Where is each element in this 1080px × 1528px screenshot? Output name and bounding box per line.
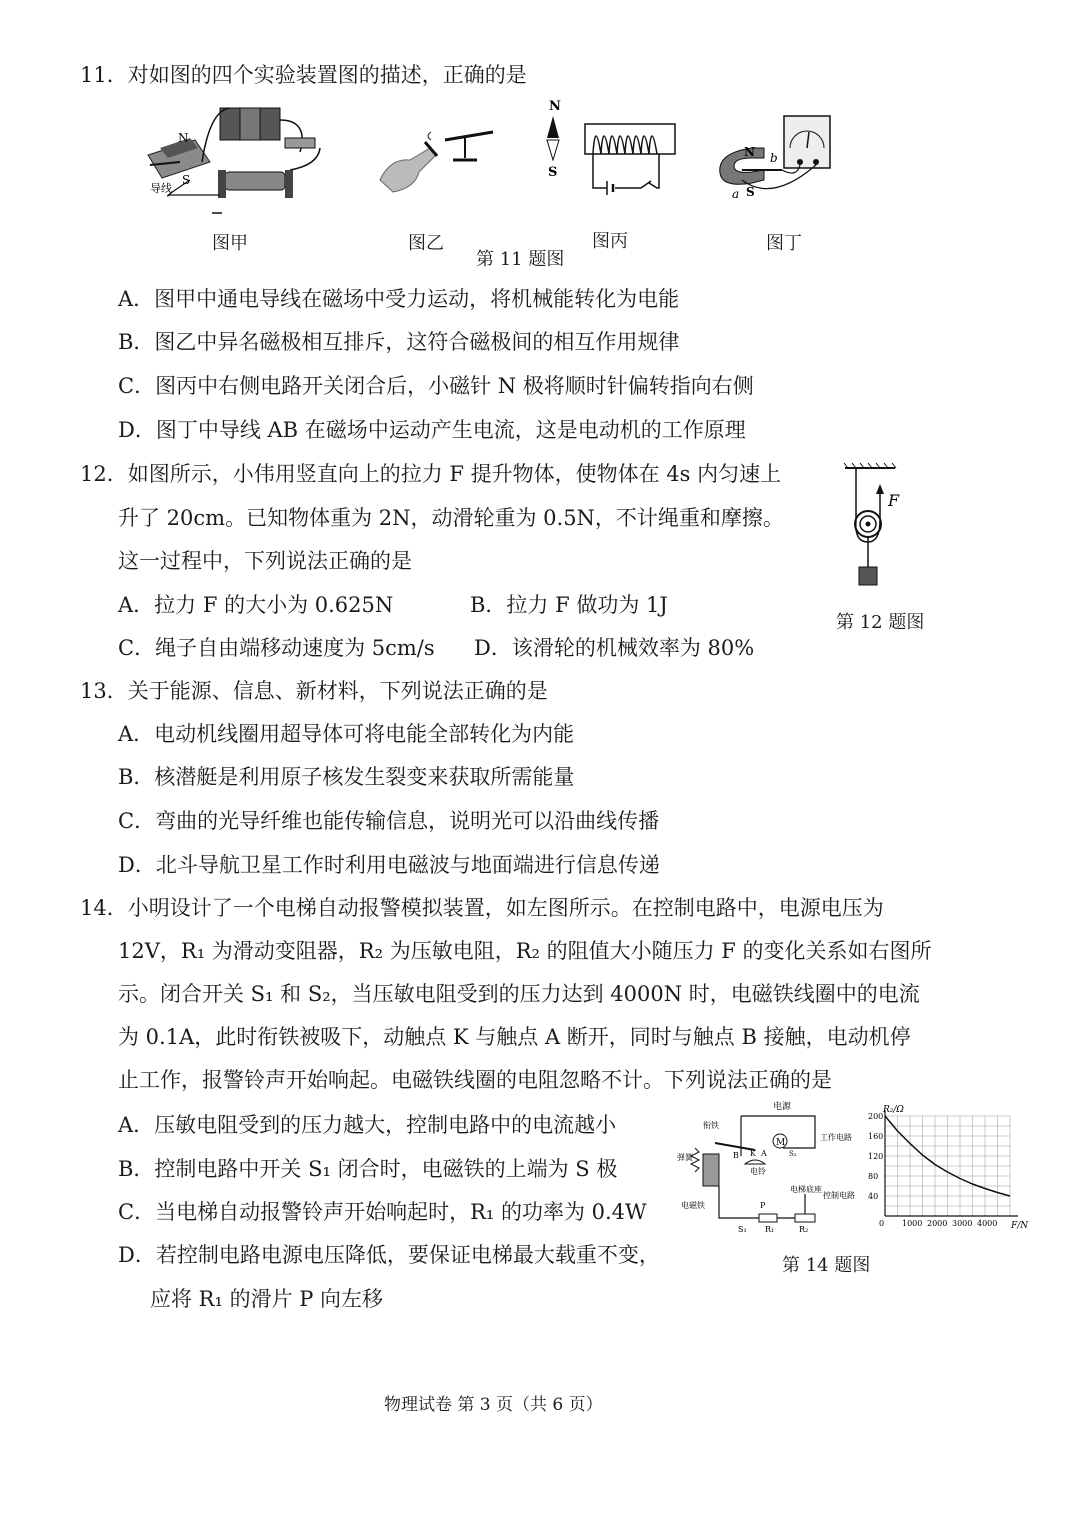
q11-fig-ding — [712, 108, 842, 208]
q11-option-a: A．图甲中通电导线在磁场中受力运动，将机械能转化为电能 — [118, 287, 680, 311]
q11-subcaption-bing: 图丙 — [592, 231, 628, 252]
q14-r2-force-chart — [855, 1104, 1045, 1234]
q11-subcaption-jia: 图甲 — [212, 233, 248, 254]
circuit-power-label: 电源 — [773, 1102, 792, 1112]
q11-subcaption-yi: 图乙 — [408, 233, 444, 254]
q12-option-b: B．拉力 F 做功为 1J — [470, 593, 668, 617]
q14-stem-line1: 14．小明设计了一个电梯自动报警模拟装置，如左图所示。在控制电路中，电源电压为 — [80, 896, 884, 920]
chart-y-tick-label: 200 — [868, 1112, 884, 1121]
q12-option-c: C．绳子自由端移动速度为 5cm/s — [118, 636, 435, 660]
q13-option-b: B．核潜艇是利用原子核发生裂变来获取所需能量 — [118, 765, 575, 789]
q12-option-d: D．该滑轮的机械效率为 80% — [474, 636, 755, 660]
q11-figure-caption: 第 11 题图 — [476, 249, 565, 270]
q12-pulley-figure — [840, 462, 920, 602]
chart-x-axis-label: F/N — [1011, 1221, 1029, 1231]
q14-circuit-diagram — [675, 1098, 855, 1236]
circuit-S2-label: S₂ — [789, 1150, 797, 1158]
circuit-spring-label: 弹簧 — [677, 1153, 693, 1162]
ding-N-label: N — [744, 145, 755, 159]
q14-stem-line5: 止工作，报警铃声开始响起。电磁铁线圈的电阻忽略不计。下列说法正确的是 — [118, 1068, 832, 1092]
circuit-R2-label: R₂ — [799, 1225, 809, 1234]
chart-y-tick-label: 80 — [868, 1172, 879, 1181]
chart-x-tick-label: 4000 — [977, 1219, 998, 1228]
q14-stem-line3: 示。闭合开关 S₁ 和 S₂，当压敏电阻受到的压力达到 4000N 时，电磁铁线圈中的电流 — [118, 982, 920, 1006]
circuit-electromagnet-label: 电磁铁 — [681, 1201, 705, 1210]
ding-b-label: b — [770, 151, 778, 165]
circuit-seat-label: 电梯底座 — [790, 1185, 822, 1194]
chart-x-tick-label: 1000 — [902, 1219, 923, 1228]
q12-stem-line1: 12．如图所示，小伟用竖直向上的拉力 F 提升物体，使物体在 4s 内匀速上 — [80, 462, 782, 486]
q11-fig-jia — [140, 100, 330, 225]
q13-option-d: D．北斗导航卫星工作时利用电磁波与地面端进行信息传递 — [118, 853, 660, 877]
q11-option-b: B．图乙中异名磁极相互排斥，这符合磁极间的相互作用规律 — [118, 330, 680, 354]
q12-figure-caption: 第 12 题图 — [836, 612, 925, 633]
q11-subcaption-ding: 图丁 — [766, 233, 802, 254]
circuit-control-label: 控制电路 — [823, 1191, 855, 1200]
circuit-S1-label: S₁ — [738, 1225, 747, 1234]
q12-stem-line2: 升了 20cm。已知物体重为 2N，动滑轮重为 0.5N，不计绳重和摩擦。 — [118, 506, 784, 530]
q14-stem-line2: 12V，R₁ 为滑动变阻器，R₂ 为压敏电阻，R₂ 的阻值大小随压力 F 的变化关系如右图所 — [118, 939, 932, 963]
q11-fig-yi — [375, 120, 495, 200]
circuit-P-label: P — [760, 1201, 766, 1210]
q14-option-d-line2: 应将 R₁ 的滑片 P 向左移 — [150, 1287, 384, 1311]
q12-stem-line3: 这一过程中，下列说法正确的是 — [118, 549, 412, 573]
q14-option-c: C．当电梯自动报警铃声开始响起时，R₁ 的功率为 0.4W — [118, 1200, 647, 1224]
page-footer: 物理试卷 第 3 页（共 6 页） — [384, 1395, 603, 1415]
q11-option-c: C．图丙中右侧电路开关闭合后，小磁针 N 极将顺时针偏转指向右侧 — [118, 374, 754, 398]
chart-y-tick-label: 120 — [868, 1152, 884, 1161]
circuit-bell-label: 电铃 — [750, 1167, 766, 1176]
jia-S-label: S — [182, 173, 191, 187]
q13-option-a: A．电动机线圈用超导体可将电能全部转化为内能 — [118, 722, 575, 746]
circuit-work-label: 工作电路 — [820, 1133, 852, 1142]
q13-stem: 13．关于能源、信息、新材料，下列说法正确的是 — [80, 679, 548, 703]
ding-a-label: a — [732, 187, 740, 201]
jia-wire-label: 导线 — [150, 182, 172, 195]
chart-y-tick-label: 40 — [868, 1192, 879, 1201]
circuit-A-label: A — [761, 1149, 767, 1158]
circuit-armature-label: 衔铁 — [703, 1121, 719, 1130]
chart-y-tick-label: 160 — [868, 1132, 884, 1141]
chart-y-axis-label: R₂/Ω — [883, 1105, 904, 1115]
ding-S-label: S — [746, 185, 755, 199]
chart-x-tick-label: 2000 — [927, 1219, 948, 1228]
q14-stem-line4: 为 0.1A，此时衔铁被吸下，动触点 K 与触点 A 断开，同时与触点 B 接触，电动机停 — [118, 1025, 911, 1049]
circuit-R1-label: R₁ — [765, 1225, 775, 1234]
q14-option-a: A．压敏电阻受到的压力越大，控制电路中的电流越小 — [118, 1113, 617, 1137]
q14-option-b: B．控制电路中开关 S₁ 闭合时，电磁铁的上端为 S 极 — [118, 1157, 618, 1181]
q14-option-d-line1: D．若控制电路电源电压降低，要保证电梯最大载重不变， — [118, 1243, 660, 1267]
circuit-B-label: B — [733, 1151, 739, 1160]
q11-option-d: D．图丁中导线 AB 在磁场中运动产生电流，这是电动机的工作原理 — [118, 418, 746, 442]
chart-x-tick-label: 3000 — [952, 1219, 973, 1228]
q13-option-c: C．弯曲的光导纤维也能传输信息，说明光可以沿曲线传播 — [118, 809, 660, 833]
q11-stem: 11．对如图的四个实验装置图的描述，正确的是 — [80, 63, 527, 87]
chart-x-tick-label: 0 — [879, 1219, 885, 1228]
circuit-M-label: M — [776, 1138, 786, 1148]
q14-figure-caption: 第 14 题图 — [782, 1255, 871, 1276]
q12-option-a: A．拉力 F 的大小为 0.625N — [118, 593, 394, 617]
bing-N-label: N — [549, 99, 561, 114]
bing-S-label: S — [548, 165, 558, 180]
circuit-K-label: K — [750, 1149, 756, 1158]
jia-N-label: N — [178, 131, 189, 145]
force-F-label: F — [888, 491, 900, 510]
q11-fig-bing — [535, 98, 685, 208]
